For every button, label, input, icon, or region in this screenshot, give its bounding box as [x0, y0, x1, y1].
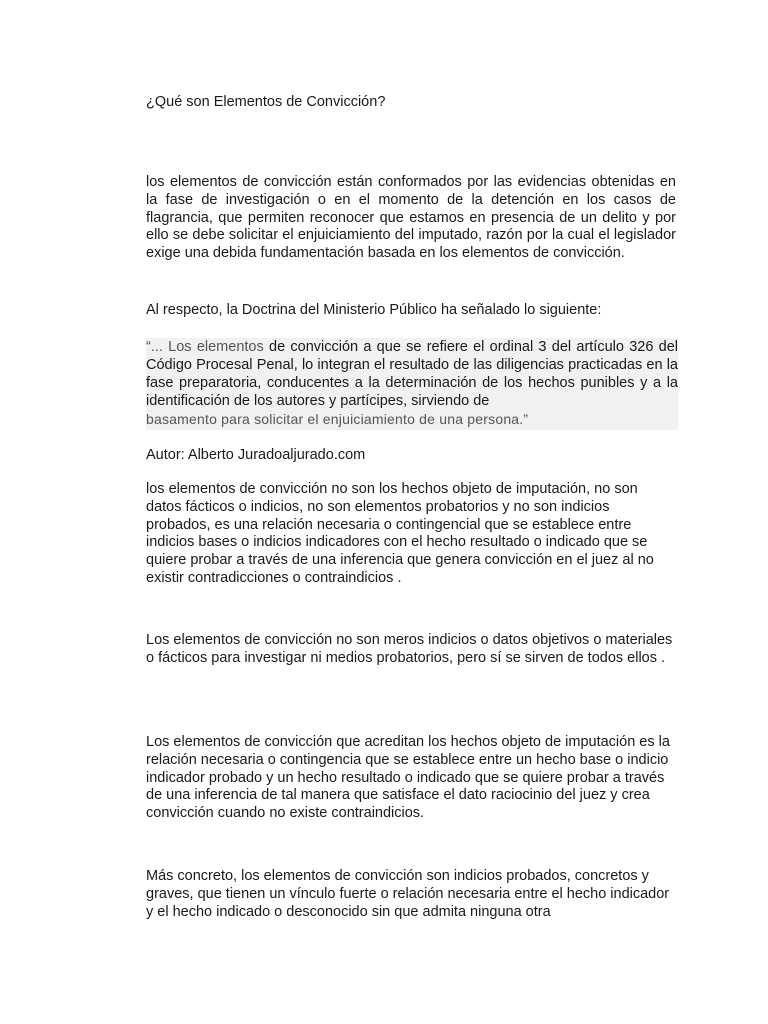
paragraph-not-facts: los elementos de convicción no son los hechos objeto de imputación, no son datos fácticos o indicios, no son elementos probatorios y no son indicios probados, es una relación necesaria o contingencial que se establece entre indicios bases o indicios indicadores con el hecho resultado o indicado que se quiere probar a través de una inferencia que genera convicción en el juez al no existir contradicciones o contraindicios .	[146, 481, 654, 586]
paragraph-definition: los elementos de convicción están conformados por las evidencias obtenidas en la fase de investigación o en el momento de la detención en los casos de flagrancia, que permiten reconocer que estamos en presencia de un delito y por ello se debe solicitar el enjuiciamiento del imputado, razón por la cual el legislador exige una debida fundamentación basada en los elementos de convicción.	[146, 174, 676, 262]
document-title: ¿Qué son Elementos de Convicción?	[146, 94, 386, 110]
quote-opening: “... Los elementos	[146, 339, 264, 355]
paragraph-not-mere-indicia: Los elementos de convicción no son meros indicios o datos objetivos o materiales o fácticos para investigar ni medios probatorios, pero sí se sirven de todos ellos .	[146, 632, 673, 666]
paragraph-doctrine-intro: Al respecto, la Doctrina del Ministerio Público ha señalado lo siguiente:	[146, 302, 602, 318]
paragraph-accrediting: Los elementos de convicción que acreditan los hechos objeto de imputación es la relación necesaria o contingencia que se establece entre un hecho base o indicio indicador probado y un hecho resultado o indicado que se quiere probar a través de una inferencia de tal manera que satisface el dato raciocinio del juez y crea convicción cuando no existe contraindicios.	[146, 734, 670, 822]
quote-text	[146, 338, 678, 410]
quote-body: de convicción a que se refiere el ordinal 3 del artículo 326 del Código Procesal Penal, lo integran el resultado de las diligencias practicadas en la fase preparatoria, conducentes a la determinación de los hechos punibles y a la identificación de los autores y partícipes, sirviendo de	[146, 339, 678, 409]
quote-closing: basamento para solicitar el enjuiciamiento de una persona.”	[146, 411, 529, 427]
paragraph-more-concrete: Más concreto, los elementos de convicción son indicios probados, concretos y graves, que tienen un vínculo fuerte o relación necesaria entre el hecho indicador y el hecho indicado o desconocido sin que admita ninguna otra	[146, 868, 670, 920]
author-line: Autor: Alberto Juradoaljurado.com	[146, 447, 366, 463]
doctrine-quote	[146, 338, 678, 430]
